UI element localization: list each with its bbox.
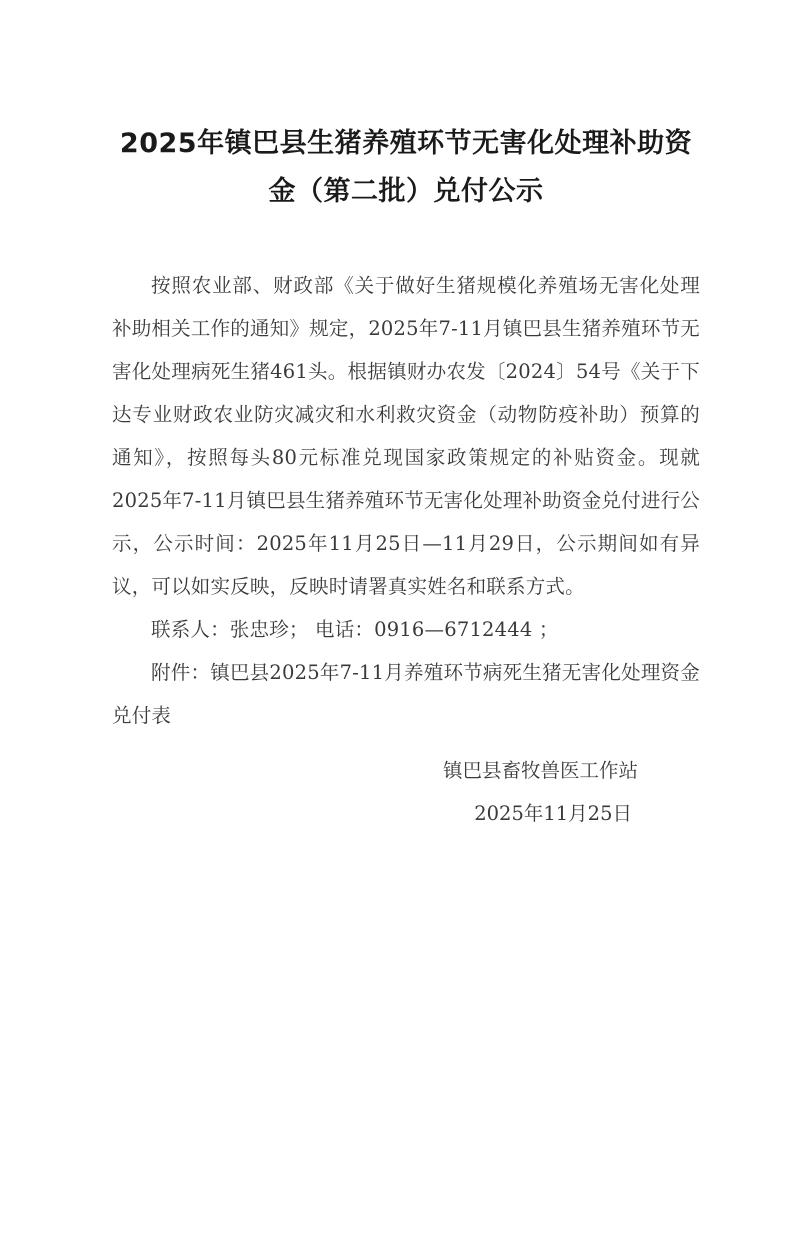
paragraph-main: 按照农业部、财政部《关于做好生猪规模化养殖场无害化处理补助相关工作的通知》规定，2025年7-11月镇巴县生猪养殖环节无害化处理病死生猪461头。根据镇财办农发〔2024〕54号《关于下达专业财政农业防灾减灾和水利救灾资金（动物防疫补助）预算的通知》，按照每头80元标准兑现国家政策规定的补贴资金。现就2025年7-11月镇巴县生猪养殖环节无害化处理补助资金兑付进行公示，公示时间：2025年11月25日—11月29日，公示期间如有异议，可以如实反映，反映时请署真实姓名和联系方式。: [112, 274, 700, 598]
signature-organization: 镇巴县畜牧兽医工作站: [442, 759, 638, 782]
document-body: [112, 264, 700, 737]
signature-block: [112, 749, 700, 835]
page-title: 2025年镇巴县生猪养殖环节无害化处理补助资金（第二批）兑付公示: [119, 128, 693, 207]
paragraph-attachment: 附件：镇巴县2025年7-11月养殖环节病死生猪无害化处理资金兑付表: [112, 661, 700, 727]
signature-date: 2025年11月25日: [474, 802, 632, 825]
paragraph-contact: 联系人：张忠珍； 电话：0916—6712444 ；: [151, 618, 559, 641]
